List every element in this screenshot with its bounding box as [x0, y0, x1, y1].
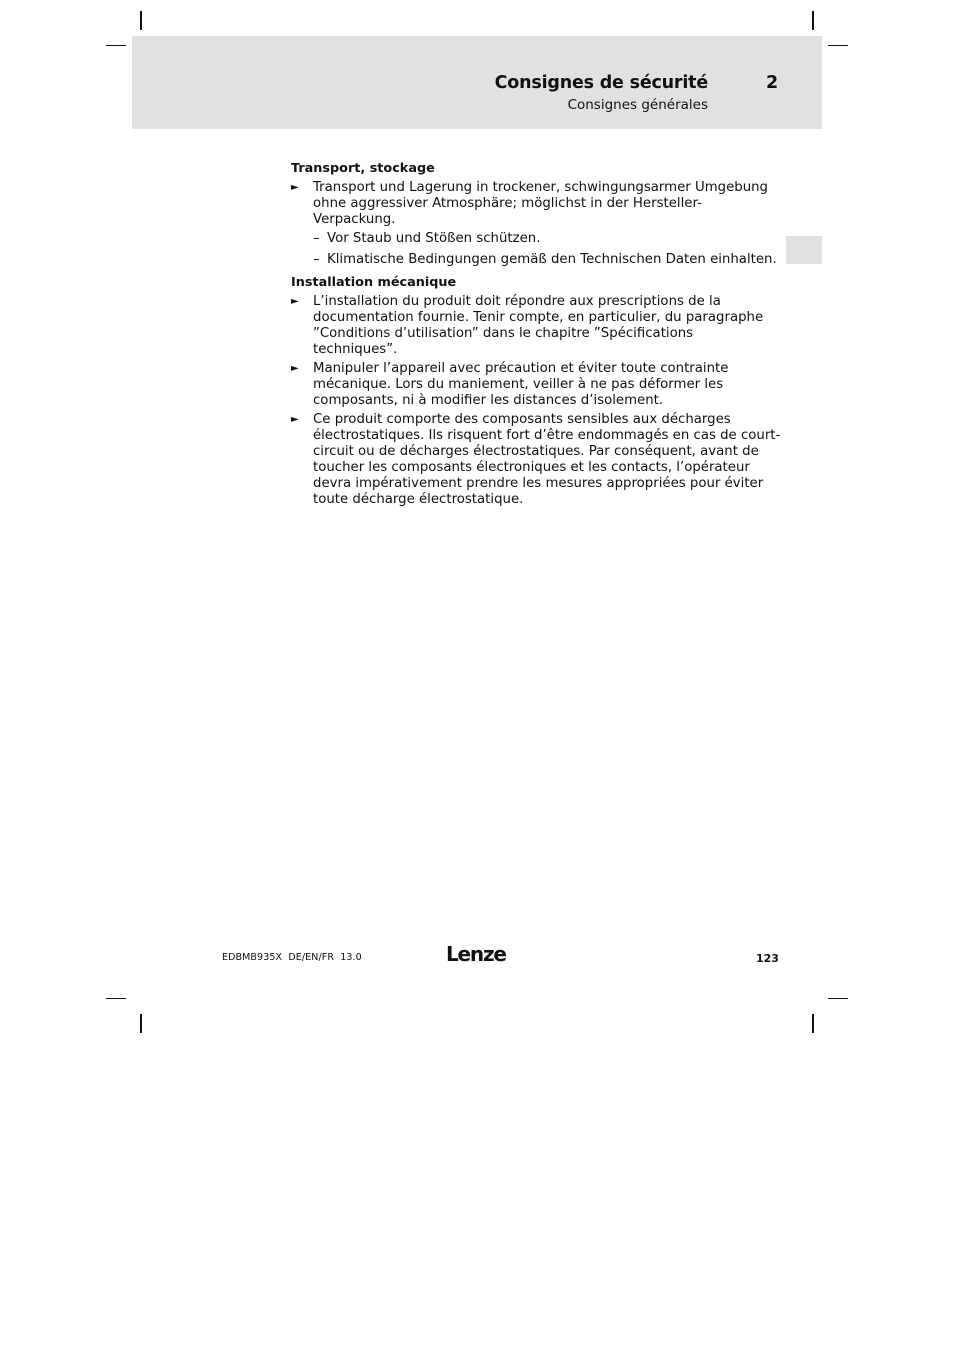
crop-mark-bottom-right-vertical: [812, 1014, 814, 1033]
list-item-text: Manipuler l’appareil avec précaution et éviter toute contrainte mécanique. Lors du maniement, veiller à ne pas déformer les composants, ni à modifier les distances d’isolement.: [313, 361, 729, 408]
crop-mark-top-right-vertical: [812, 11, 814, 30]
crop-mark-bottom-left-vertical: [140, 1014, 142, 1033]
crop-mark-top-right-horizontal: [828, 45, 848, 46]
sub-list-item: [291, 252, 781, 268]
sub-list-item-text: Vor Staub und Stößen schützen.: [327, 231, 541, 246]
header-band: [132, 36, 822, 129]
triangle-right-icon: ►: [291, 296, 299, 307]
list-item: [291, 412, 781, 508]
list-item: [291, 361, 781, 409]
section-subtitle: Consignes générales: [567, 97, 708, 113]
triangle-right-icon: ►: [291, 363, 299, 374]
sub-list-item: [291, 231, 781, 247]
triangle-right-icon: ►: [291, 182, 299, 193]
page-number: 123: [756, 952, 779, 965]
chapter-title: Consignes de sécurité: [494, 73, 708, 93]
lenze-logo: Lenze: [446, 942, 506, 966]
dash-icon: –: [313, 252, 320, 267]
triangle-right-icon: ►: [291, 414, 299, 425]
dash-icon: –: [313, 231, 320, 246]
list-item-text: Transport und Lagerung in trockener, schwingungsarmer Umgebung ohne aggressiver Atmosphäre; möglichst in der Hersteller-Verpackung.: [313, 180, 769, 227]
crop-mark-top-left-horizontal: [106, 45, 126, 46]
sub-list-item-text: Klimatische Bedingungen gemäß den Technischen Daten einhalten.: [327, 252, 777, 267]
document-id: EDBMB935X DE/EN/FR 13.0: [222, 952, 362, 963]
crop-mark-bottom-right-horizontal: [828, 998, 848, 999]
section-heading-installation: Installation mécanique: [291, 275, 457, 290]
crop-mark-bottom-left-horizontal: [106, 998, 126, 999]
list-item-text: Ce produit comporte des composants sensibles aux décharges électrostatiques. Ils risquent fort d’être endommagés en cas de court-circuit ou de décharges électrostatiques. Par conséquent, avant de toucher les composants électroniques et les contacts, l’opérateur devra impérativement prendre les mesures appropriées pour éviter toute décharge électrostatique.: [313, 412, 781, 507]
chapter-thumb-tab: [786, 236, 822, 264]
list-item: [291, 180, 781, 228]
list-item-text: L’installation du produit doit répondre aux prescriptions de la documentation fournie. Tenir compte, en particulier, du paragraphe ”Conditions d’utilisation” dans le chapitre ”Spécifications techniques”.: [313, 294, 764, 357]
page-content: [291, 161, 781, 511]
crop-mark-top-left-vertical: [140, 11, 142, 30]
chapter-number: 2: [766, 73, 779, 93]
section-heading-transport: Transport, stockage: [291, 161, 435, 176]
list-item: [291, 294, 781, 358]
